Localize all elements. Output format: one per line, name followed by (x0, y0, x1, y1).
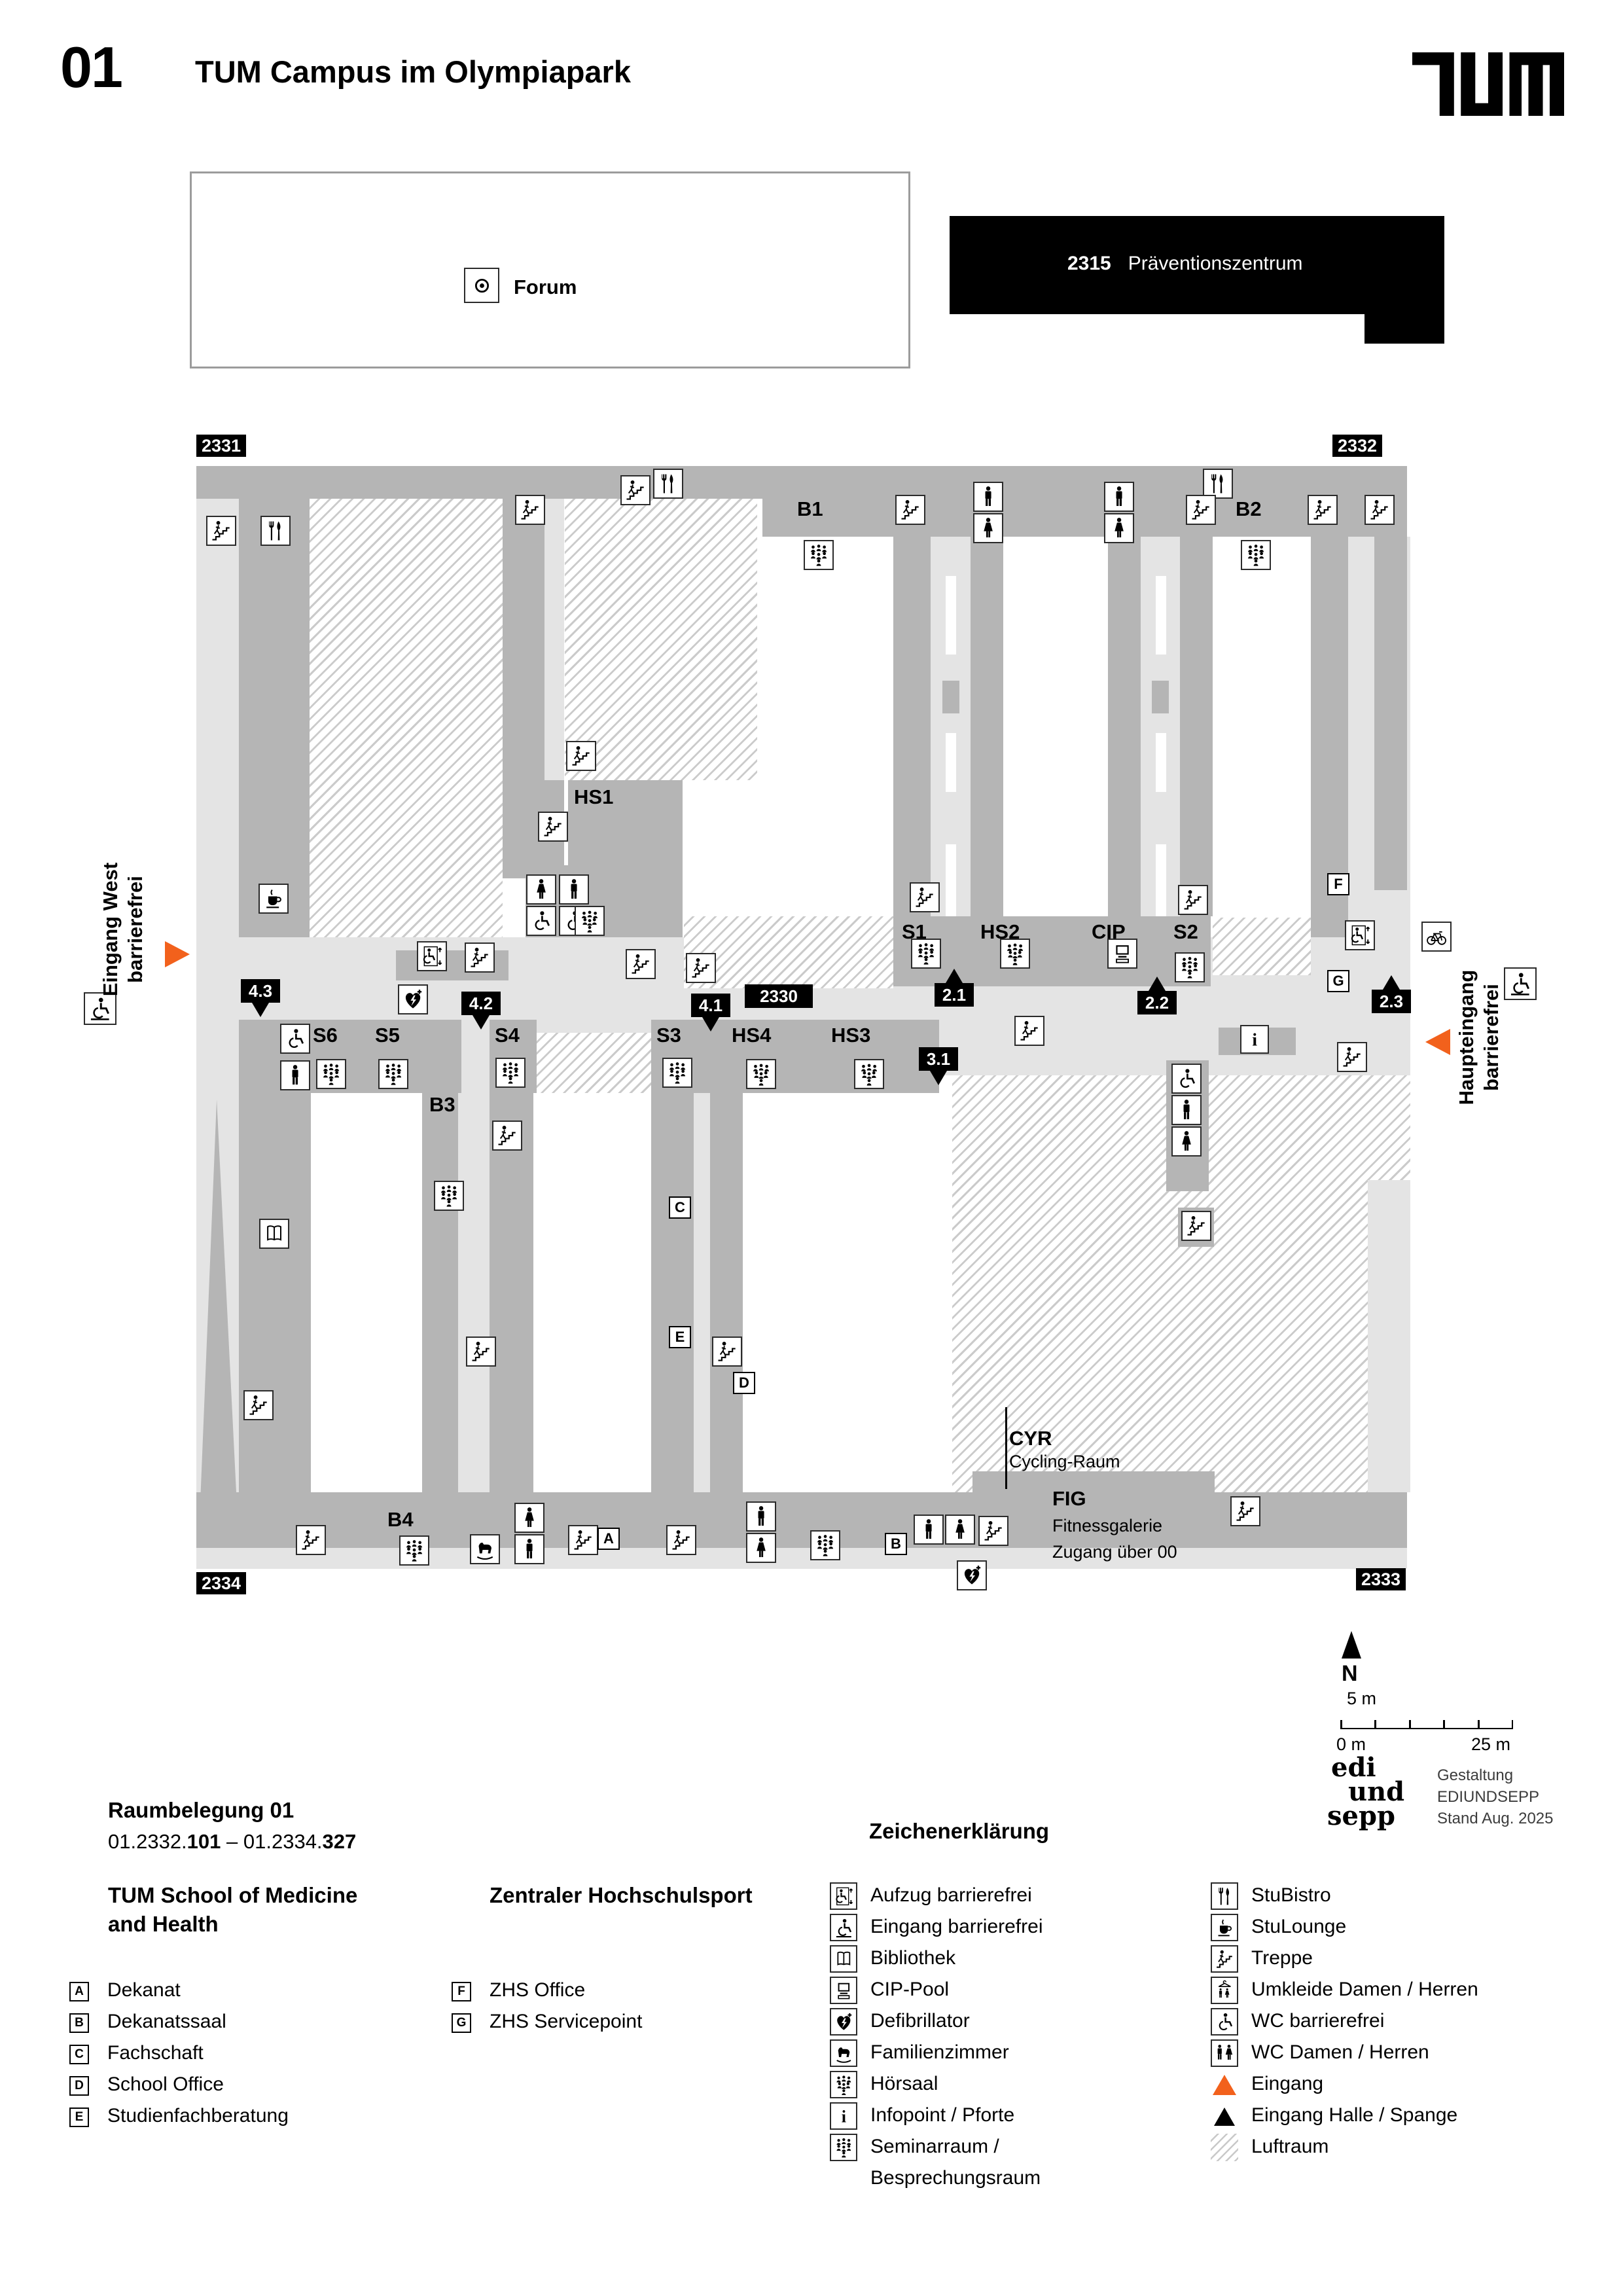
wc-woman-icon (973, 513, 1003, 543)
route-marker-arrow-up (946, 969, 963, 983)
stairs-icon (1014, 1016, 1044, 1046)
list-label-A: Dekanat (107, 1979, 181, 2001)
page-number: 01 (60, 35, 122, 99)
route-marker-4.1: 4.1 (691, 994, 730, 1017)
room-block (196, 1492, 1407, 1548)
corridor-block (1368, 1180, 1410, 1492)
route-marker-3.1: 3.1 (919, 1047, 958, 1071)
room-label-B2: B2 (1236, 497, 1262, 520)
legend-label: WC Damen / Herren (1251, 2041, 1429, 2063)
corridor-block (946, 733, 956, 792)
wc-acc-icon (526, 906, 556, 936)
route-marker-2.1: 2.1 (935, 983, 974, 1007)
stairs-icon (686, 953, 716, 983)
stairs-icon (492, 1121, 522, 1151)
banner-name: Präventionszentrum (1128, 253, 1303, 274)
room-block (422, 1093, 458, 1492)
seminar-icon (378, 1059, 408, 1089)
scale-bar (1340, 1720, 1513, 1729)
room-block (490, 1093, 533, 1492)
route-marker-4.2: 4.2 (461, 992, 501, 1015)
airspace-hatch (310, 499, 503, 937)
entrance-west-arrow-icon (165, 941, 190, 967)
legend-label: StuBistro (1251, 1884, 1331, 1906)
airspace-hatch (537, 1033, 651, 1093)
plan-letter-F: F (1327, 873, 1349, 895)
seminar-icon (399, 1535, 429, 1566)
scale-left-label: 0 m (1336, 1734, 1366, 1754)
room-label-S5: S5 (375, 1024, 400, 1047)
corridor-block (458, 1093, 490, 1492)
hoersaal-icon (575, 906, 605, 936)
route-marker-2330: 2330 (745, 984, 813, 1008)
room-range: 01.2332.101 – 01.2334.327 (108, 1830, 357, 1853)
designer-logo: edi und sepp (1327, 1752, 1405, 1831)
route-marker-4.3: 4.3 (241, 979, 280, 1003)
entrance-acc-icon (1504, 967, 1537, 1000)
cyr-leader-line (1005, 1407, 1007, 1489)
seminar-icon (662, 1058, 692, 1088)
seminar-icon (495, 1058, 526, 1088)
room-label-HS1: HS1 (574, 785, 614, 808)
scale-right-label: 25 m (1471, 1734, 1511, 1754)
room-block (1180, 537, 1213, 916)
plan-letter-C: C (669, 1196, 691, 1219)
lounge-icon (259, 884, 289, 914)
family-icon (470, 1534, 500, 1564)
route-marker-arrow-down (702, 1017, 719, 1031)
cip-icon (830, 1977, 857, 2004)
seminar-icon (804, 540, 834, 570)
legend-label: Eingang Halle / Spange (1251, 2104, 1458, 2126)
stairs-icon (206, 516, 236, 546)
north-letter: N (1342, 1661, 1358, 1686)
corridor-block (196, 499, 239, 937)
credits-text: Gestaltung EDIUNDSEPP Stand Aug. 2025 (1437, 1767, 1554, 1827)
list-key-D: D (69, 2076, 89, 2096)
stairs-icon (666, 1525, 696, 1555)
stairs-icon (1337, 1042, 1367, 1072)
entrance-main-arrow-icon (1425, 1029, 1450, 1055)
defib-icon (830, 2008, 857, 2036)
umkleide-icon (1211, 1977, 1238, 2004)
stairs-icon (626, 949, 656, 979)
legend-label: Bibliothek (870, 1947, 956, 1969)
room-block (429, 1020, 461, 1093)
stairs-icon (620, 475, 651, 505)
stairs-icon (243, 1390, 274, 1420)
legend-label: Eingang (1251, 2073, 1324, 2094)
stairs-icon (515, 495, 545, 525)
legend-label: Eingang barrierefrei (870, 1916, 1043, 1937)
wc-man-icon (280, 1060, 310, 1090)
room-label-FIG: FIG (1052, 1487, 1086, 1510)
legend-label: Luftraum (1251, 2136, 1329, 2157)
corridor-block (196, 1548, 1407, 1569)
corridor-block (946, 844, 956, 916)
elevator-icon (1345, 920, 1375, 950)
route-marker-2.2: 2.2 (1137, 991, 1177, 1014)
svg-text:i: i (841, 2106, 846, 2126)
swatch-hatch-icon (1211, 2134, 1238, 2161)
legend-label: Infopoint / Pforte (870, 2104, 1015, 2126)
page-title: TUM Campus im Olympiapark (195, 54, 631, 89)
wc-woman-icon (746, 1533, 776, 1563)
stairs-icon (466, 1336, 496, 1367)
wc-man-icon (914, 1515, 944, 1545)
entrance-acc-icon (830, 1914, 857, 1941)
seminar-icon (1175, 952, 1205, 982)
stairs-icon (1178, 885, 1208, 915)
wc-woman-icon (514, 1503, 544, 1533)
hoersaal-icon (746, 1059, 776, 1089)
bicycle-icon (1421, 922, 1452, 952)
hoersaal-icon (854, 1059, 884, 1089)
plan-letter-A: A (597, 1528, 620, 1550)
wc-acc-icon (1211, 2008, 1238, 2036)
list-label-G: ZHS Servicepoint (490, 2011, 643, 2032)
tri-black-icon (1211, 2102, 1238, 2130)
room-block (710, 1093, 743, 1492)
north-arrow-icon (1342, 1631, 1361, 1659)
list-key-E: E (69, 2108, 89, 2127)
seminar-icon (316, 1059, 346, 1089)
scale-top-label: 5 m (1347, 1689, 1377, 1708)
wc-acc-icon (280, 1024, 310, 1054)
wc-man-icon (1171, 1095, 1202, 1125)
room-block (1152, 681, 1169, 713)
zhs-heading: Zentraler Hochschulsport (490, 1883, 753, 1907)
bistro-icon (1211, 1882, 1238, 1910)
plan-letter-E: E (669, 1326, 691, 1348)
room-block (893, 537, 931, 916)
wc-man-icon (746, 1501, 776, 1532)
room-label-S1: S1 (902, 920, 927, 943)
info-icon (830, 2102, 857, 2130)
airspace-hatch (565, 499, 757, 780)
bistro-icon (260, 516, 291, 546)
legend-label: Seminarraum / (870, 2136, 999, 2157)
stairs-icon (566, 741, 596, 771)
legend-label: Hörsaal (870, 2073, 938, 2094)
list-key-C: C (69, 2045, 89, 2064)
stairs-icon (465, 942, 495, 973)
forum-label: Forum (514, 276, 577, 298)
route-marker-arrow-down (930, 1071, 947, 1085)
airspace-hatch (1207, 1075, 1410, 1180)
plan-letter-G: G (1327, 970, 1349, 992)
room-block (239, 1093, 311, 1518)
route-marker-arrow-down (473, 1015, 490, 1030)
stairs-icon (1364, 495, 1395, 525)
svg-text:i: i (1252, 1029, 1257, 1050)
legend-label: Besprechungsraum (870, 2167, 1041, 2189)
stairs-icon (568, 1525, 598, 1555)
stairs-icon (1211, 1945, 1238, 1973)
wc-pair-icon (1211, 2039, 1238, 2067)
seminar-icon (810, 1530, 840, 1560)
corridor-block (1156, 576, 1166, 655)
defib-icon (398, 984, 428, 1014)
banner-code: 2315 (1067, 253, 1111, 274)
building-corner-label-2332: 2332 (1332, 435, 1382, 457)
list-label-D: School Office (107, 2073, 224, 2095)
plan-letter-D: D (733, 1372, 755, 1394)
room-block (239, 499, 310, 937)
wc-man-icon (559, 874, 589, 905)
route-marker-arrow-up (1383, 975, 1400, 990)
room-label-B4: B4 (387, 1508, 414, 1531)
room-block (942, 681, 959, 713)
elevator-icon (417, 941, 447, 971)
corridor-block (544, 499, 564, 780)
list-key-G: G (452, 2013, 471, 2033)
legend-label: Familienzimmer (870, 2041, 1009, 2063)
list-label-F: ZHS Office (490, 1979, 586, 2001)
room-block (1374, 537, 1407, 890)
stairs-icon (538, 812, 568, 842)
stairs-icon (978, 1516, 1008, 1546)
stairs-icon (1230, 1496, 1260, 1526)
legend-label: CIP-Pool (870, 1979, 950, 2000)
building-corner-label-2334: 2334 (196, 1572, 246, 1594)
room-label-S3: S3 (656, 1024, 681, 1047)
elevator-icon (830, 1882, 857, 1910)
room-block (651, 1093, 694, 1492)
legend-label: StuLounge (1251, 1916, 1347, 1937)
room-block (971, 537, 1003, 916)
building-corner-label-2331: 2331 (196, 435, 246, 457)
list-label-B: Dekanatssaal (107, 2011, 226, 2032)
library-icon (259, 1219, 289, 1249)
list-key-A: A (69, 1982, 89, 2001)
route-marker-2.3: 2.3 (1372, 990, 1411, 1013)
defib-icon (957, 1560, 987, 1590)
corridor-block (461, 1020, 490, 1093)
wc-man-icon (1104, 482, 1134, 512)
stairs-icon (1181, 1211, 1211, 1241)
room-label-HS2: HS2 (980, 920, 1020, 943)
entrance-west-label: Eingang West barrierefrei (99, 862, 147, 997)
room-label-HS3: HS3 (831, 1024, 871, 1047)
room-block (1311, 537, 1348, 986)
info-icon (1240, 1025, 1269, 1054)
tri-orange-icon (1211, 2071, 1238, 2098)
school-heading: TUM School of Medicine and Health (108, 1883, 358, 1936)
legend-label: Aufzug barrierefrei (870, 1884, 1032, 1906)
seminar-icon (830, 2134, 857, 2161)
stairs-icon (910, 882, 940, 912)
room-occupancy-title: Raumbelegung 01 (108, 1798, 294, 1822)
stairs-icon (1186, 495, 1216, 525)
room-label-CYR: CYR (1009, 1427, 1052, 1450)
stairs-icon (895, 495, 925, 525)
room-label-B1: B1 (797, 497, 823, 520)
route-marker-arrow-down (252, 1003, 269, 1017)
wc-woman-icon (1104, 513, 1134, 543)
lounge-icon (1211, 1914, 1238, 1941)
seminar-icon (434, 1181, 464, 1211)
legend-label: Treppe (1251, 1947, 1313, 1969)
plan-letter-B: B (885, 1533, 907, 1555)
list-key-B: B (69, 2013, 89, 2033)
room-label-Cycling-Raum: Cycling-Raum (1009, 1452, 1120, 1471)
stairs-icon (296, 1525, 326, 1555)
library-icon (830, 1945, 857, 1973)
corridor-block (946, 576, 956, 655)
stairs-icon (1308, 495, 1338, 525)
wc-acc-icon (1171, 1064, 1202, 1094)
route-marker-arrow-up (1149, 977, 1166, 991)
wc-woman-icon (1171, 1126, 1202, 1157)
room-label-Zugang-ber-00: Zugang über 00 (1052, 1542, 1177, 1562)
room-block (1108, 537, 1141, 916)
room-label-CIP: CIP (1092, 920, 1126, 943)
stairs-icon (712, 1336, 742, 1367)
room-label-S2: S2 (1173, 920, 1198, 943)
corridor-block (1156, 844, 1166, 916)
building-corner-label-2333: 2333 (1356, 1568, 1406, 1590)
airspace-hatch (1213, 918, 1311, 975)
corridor-block (694, 1093, 710, 1492)
legend-label: WC barrierefrei (1251, 2010, 1385, 2032)
list-key-F: F (452, 1982, 471, 2001)
room-label-S4: S4 (495, 1024, 520, 1047)
legend-heading: Zeichenerklärung (869, 1819, 1050, 1843)
room-label-B3: B3 (429, 1093, 455, 1116)
room-label-S6: S6 (313, 1024, 338, 1047)
bistro-icon (653, 469, 683, 499)
room-label-Fitnessgalerie: Fitnessgalerie (1052, 1516, 1163, 1535)
wc-man-icon (973, 482, 1003, 512)
list-label-C: Fachschaft (107, 2042, 204, 2064)
hoersaal-icon (830, 2071, 857, 2098)
family-icon (830, 2039, 857, 2067)
legend-label: Umkleide Damen / Herren (1251, 1979, 1478, 2000)
wc-man-icon (514, 1534, 544, 1564)
seminar-icon (1241, 540, 1271, 570)
wc-woman-icon (945, 1515, 975, 1545)
wc-woman-icon (526, 874, 556, 905)
list-label-E: Studienfachberatung (107, 2105, 289, 2126)
entrance-main-label: Haupteingang barrierefrei (1455, 969, 1503, 1105)
corridor-block (1156, 733, 1166, 792)
room-label-HS4: HS4 (732, 1024, 772, 1047)
legend-label: Defibrillator (870, 2010, 970, 2032)
